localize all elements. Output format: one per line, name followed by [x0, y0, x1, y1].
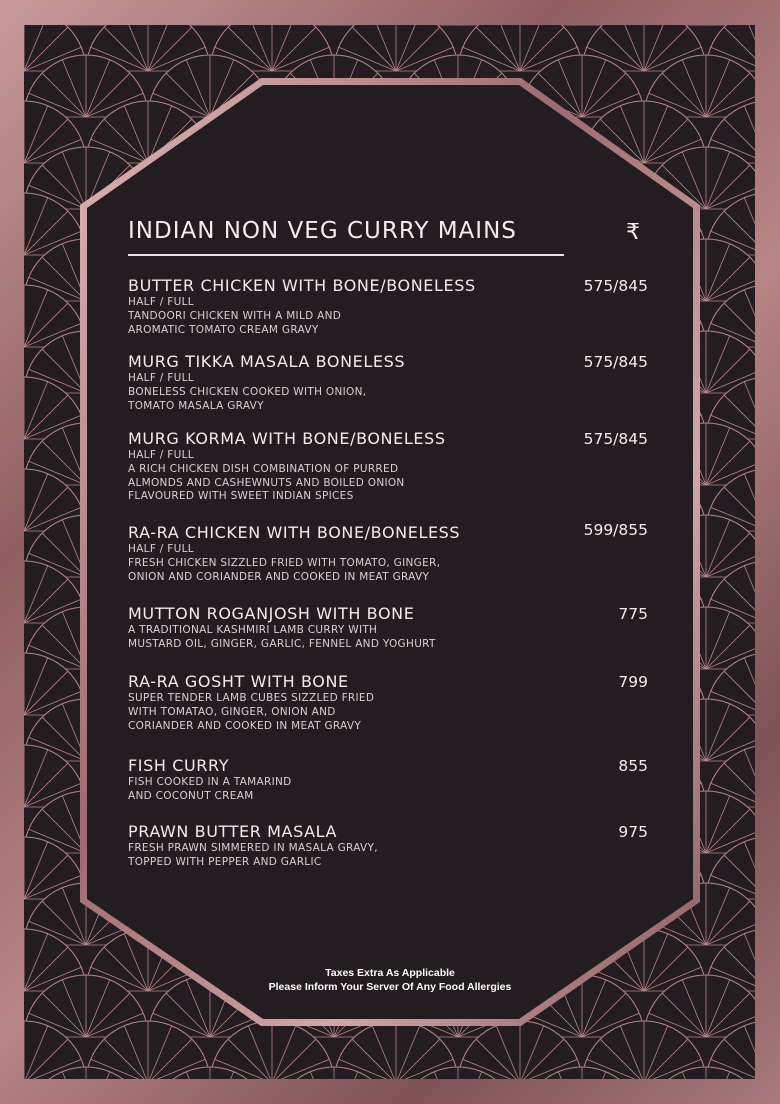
item-description: FRESH PRAWN SIMMERED IN MASALA GRAVY, TOPPED WITH PEPPER AND GARLIC [128, 842, 378, 868]
menu-item-ra-ra-chicken [128, 523, 648, 584]
item-name: BUTTER CHICKEN WITH BONE/BONELESS [128, 276, 476, 295]
item-price: 575/845 [583, 430, 648, 448]
menu-footer [210, 966, 570, 994]
item-portion: HALF / FULL [128, 372, 194, 384]
item-name: MURG TIKKA MASALA BONELESS [128, 352, 406, 371]
menu-item-mutton-roganjosh [128, 604, 648, 652]
menu-item-prawn-butter-masala [128, 822, 648, 870]
section-title: INDIAN NON VEG CURRY MAINS [128, 218, 517, 244]
menu-item-ra-ra-gosht [128, 672, 648, 733]
item-description: A TRADITIONAL KASHMIRI LAMB CURRY WITH MUSTARD OIL, GINGER, GARLIC, FENNEL AND YOGHURT [128, 624, 436, 650]
item-description: TANDOORI CHICKEN WITH A MILD AND AROMATIC TOMATO CREAM GRAVY [128, 309, 342, 336]
item-description: FISH COOKED IN A TAMARIND AND COCONUT CREAM [128, 776, 292, 802]
title-underline [128, 254, 564, 256]
item-price: 575/845 [583, 277, 648, 295]
item-price: 975 [618, 823, 648, 841]
item-name: FISH CURRY [128, 756, 230, 775]
item-price: 855 [618, 757, 648, 775]
menu-item-murg-tikka-masala [128, 352, 648, 413]
item-price: 575/845 [583, 353, 648, 371]
menu-item-murg-korma [128, 429, 648, 504]
item-portion: HALF / FULL [128, 449, 194, 461]
item-name: PRAWN BUTTER MASALA [128, 822, 338, 841]
item-description: A RICH CHICKEN DISH COMBINATION OF PURRED ALMONDS AND CASHEWNUTS AND BOILED ONION FLAVOURED WITH SWEET INDIAN SPICES [128, 462, 405, 503]
rupee-icon: ₹ [626, 220, 640, 245]
menu-item-fish-curry [128, 756, 648, 804]
item-description: FRESH CHICKEN SIZZLED FRIED WITH TOMATO, GINGER, ONION AND CORIANDER AND COOKED IN MEAT GRAVY [128, 556, 441, 583]
item-description: SUPER TENDER LAMB CUBES SIZZLED FRIED WITH TOMATAO, GINGER, ONION AND CORIANDER AND COOKED IN MEAT GRAVY [128, 692, 375, 732]
item-price: 775 [618, 605, 648, 623]
taxes-note: Taxes Extra As Applicable [325, 967, 455, 979]
menu-item-butter-chicken [128, 276, 648, 337]
item-name: MURG KORMA WITH BONE/BONELESS [128, 429, 446, 448]
item-portion: HALF / FULL [128, 543, 194, 555]
item-name: RA-RA GOSHT WITH BONE [128, 672, 349, 691]
item-name: MUTTON ROGANJOSH WITH BONE [128, 604, 415, 623]
item-name: RA-RA CHICKEN WITH BONE/BONELESS [128, 523, 461, 542]
item-description: BONELESS CHICKEN COOKED WITH ONION, TOMATO MASALA GRAVY [128, 385, 367, 412]
item-price: 599/855 [583, 521, 648, 539]
item-portion: HALF / FULL [128, 296, 194, 308]
item-price: 799 [618, 673, 648, 691]
allergy-note: Please Inform Your Server Of Any Food Allergies [268, 981, 512, 993]
